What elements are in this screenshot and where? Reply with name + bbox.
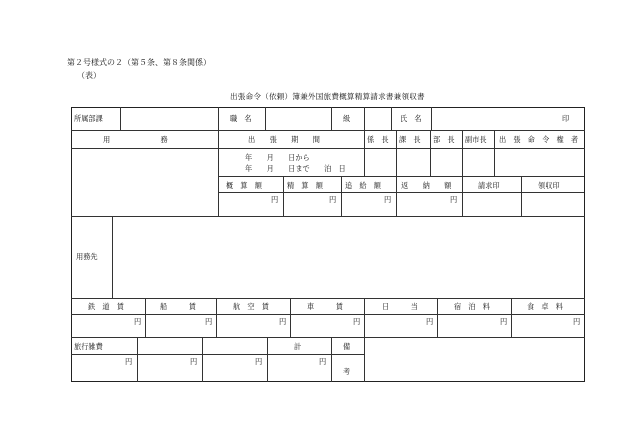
settlement-label: 精 算 額 [287,181,323,190]
receipt-seal-label: 領収印 [538,181,560,190]
total-yen[interactable]: 円 [319,357,327,366]
daily-allowance-label: 日 当 [382,302,418,311]
form-title: 出張命令（依頼）簿兼外国旅費概算精算請求書兼領収書 [230,92,425,101]
rail-fare-label: 鉄 道 賃 [88,302,124,311]
misc-yen-2[interactable]: 円 [190,357,198,366]
misc-expense-label: 旅行雑費 [74,342,103,351]
approver-1: 係 長 [367,135,389,144]
side-label: （表） [77,71,101,80]
lodging-yen[interactable]: 円 [500,317,508,326]
additional-yen[interactable]: 円 [384,195,392,204]
estimate-label: 概 算 額 [226,181,262,190]
refund-yen[interactable]: 円 [450,195,458,204]
total-label: 計 [294,342,302,351]
period-end[interactable]: 年 月 日まで 泊 日 [245,164,346,173]
daily-allowance-yen[interactable]: 円 [426,317,434,326]
additional-label: 追 給 額 [345,181,381,190]
rail-fare-yen[interactable]: 円 [134,317,142,326]
car-fare-label: 車 賃 [307,302,343,311]
remarks-label-top: 備 [343,342,351,351]
ship-fare-label: 船 賃 [160,302,196,311]
purpose-label: 用 務 [103,135,168,144]
approver-4: 副市長 [465,135,487,144]
ship-fare-yen[interactable]: 円 [205,317,213,326]
car-fare-yen[interactable]: 円 [353,317,361,326]
settlement-yen[interactable]: 円 [329,195,337,204]
period-start[interactable]: 年 月 日から [245,153,310,162]
dept-label: 所属部課 [74,114,103,123]
authority-label: 出 張 命 令 権 者 [499,135,579,144]
approver-2: 課 長 [399,135,421,144]
period-label: 出 張 期 間 [248,135,320,144]
misc-yen-3[interactable]: 円 [255,357,263,366]
claim-seal-label: 請求印 [478,181,500,190]
position-label: 職 名 [230,114,252,123]
destination-label: 用務先 [76,252,98,261]
air-fare-yen[interactable]: 円 [279,317,287,326]
meal-label: 食 卓 料 [527,302,563,311]
seal-mark: 印 [562,114,570,123]
misc-yen-1[interactable]: 円 [125,357,133,366]
remarks-label-bottom: 考 [343,367,351,376]
approver-3: 部 長 [433,135,455,144]
estimate-yen[interactable]: 円 [271,195,279,204]
air-fare-label: 航 空 賃 [233,302,269,311]
form-number: 第２号様式の２（第５条、第８条関係） [67,58,211,67]
refund-label: 返 納 額 [401,181,452,190]
meal-yen[interactable]: 円 [573,317,581,326]
lodging-label: 宿 泊 料 [454,302,490,311]
grade-label: 級 [343,114,351,123]
name-label: 氏 名 [400,114,422,123]
